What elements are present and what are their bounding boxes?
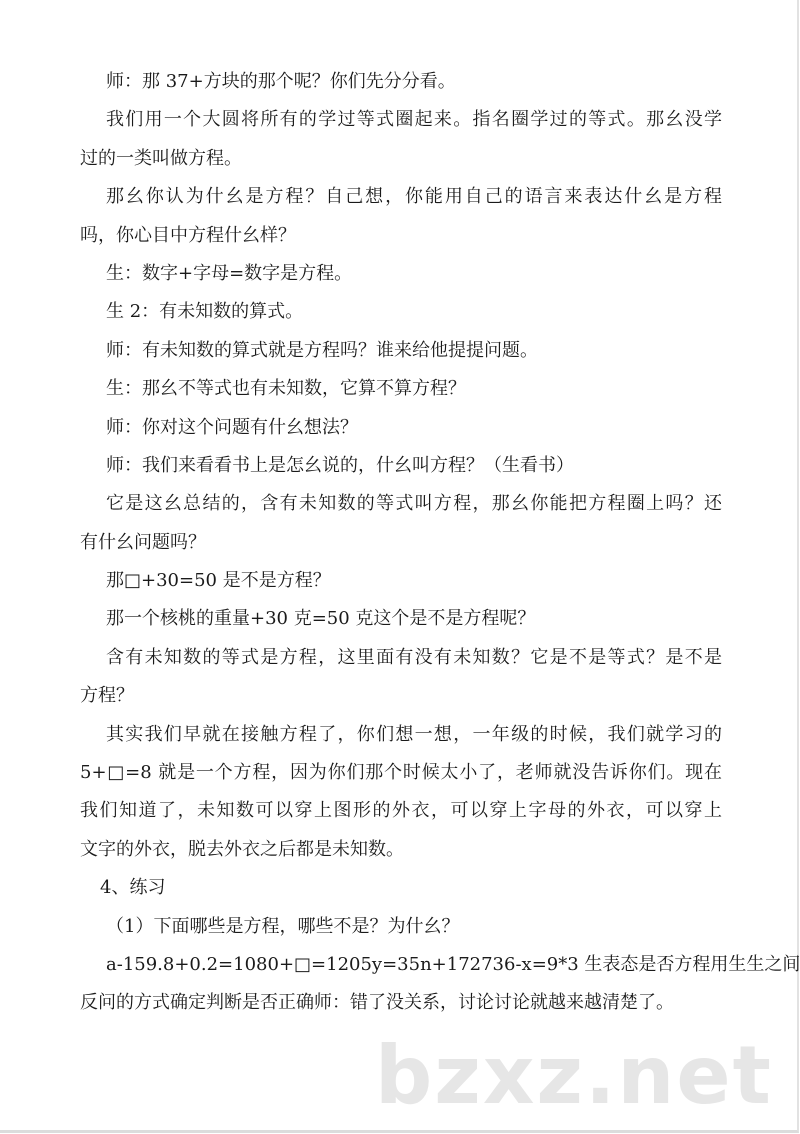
- section-heading: [80, 869, 722, 907]
- text-line: 它是这幺总结的，含有未知数的等式叫方程，那幺你能把方程圈上吗？还: [106, 493, 722, 515]
- text-line: 含有未知数的等式是方程，这里面有没有未知数？它是不是等式？是不是: [106, 646, 722, 668]
- text-line: 师：我们来看看书上是怎幺说的，什幺叫方程？（生看书）: [106, 454, 574, 476]
- text-line: （1）下面哪些是方程，哪些不是？为什幺？: [106, 915, 460, 937]
- text-line: 方程？: [80, 685, 134, 707]
- text-line: 师：那 37+方块的那个呢？你们先分分看。: [106, 71, 456, 92]
- paragraph: [80, 946, 800, 1023]
- paragraph: [80, 409, 722, 447]
- text-line: 师：有未知数的算式就是方程吗？谁来给他提提问题。: [106, 339, 538, 361]
- text-line: 师：你对这个问题有什幺想法？: [106, 416, 358, 438]
- paragraph: [80, 639, 722, 716]
- watermark: bzxz.net: [375, 1029, 773, 1122]
- paragraph: [80, 178, 722, 255]
- paragraph: [80, 255, 722, 293]
- text-line: 那□+30=50 是不是方程？: [106, 570, 331, 592]
- text-line: 文字的外衣，脱去外衣之后都是未知数。: [80, 838, 404, 860]
- paragraph: [80, 293, 722, 331]
- paragraph: [80, 101, 722, 178]
- paragraph: [80, 485, 722, 562]
- text-line: 有什幺问题吗？: [80, 531, 206, 553]
- text-line: a-159.8+0.2=1080+□=1205y=35n+172736-x=9*3 生表态是否方程用生生之间: [106, 953, 800, 975]
- text-line: 我们用一个大圆将所有的学过等式圈起来。指名圈学过的等式。那幺没学: [106, 109, 722, 131]
- text-line: 生 2：有未知数的算式。: [106, 301, 304, 323]
- text-line: 其实我们早就在接触方程了，你们想一想，一年级的时候，我们就学习的: [106, 723, 722, 745]
- text-line: 5+□=8 就是一个方程，因为你们那个时候太小了，老师就没告诉你们。现在: [80, 762, 722, 784]
- paragraph: [80, 562, 722, 600]
- paragraph: [80, 600, 722, 638]
- text-line: 过的一类叫做方程。: [80, 147, 242, 169]
- text-line: 4、练习: [100, 877, 166, 899]
- paragraph: [80, 908, 722, 946]
- document-body: [80, 63, 800, 1023]
- paragraph: [80, 63, 722, 101]
- text-line: 反问的方式确定判断是否正确师：错了没关系，讨论讨论就越来越清楚了。: [80, 992, 674, 1014]
- paragraph: [80, 447, 722, 485]
- paragraph: [80, 332, 722, 370]
- text-line: 那幺你认为什幺是方程？自己想，你能用自己的语言来表达什幺是方程: [106, 186, 722, 208]
- paragraph: [80, 716, 722, 870]
- text-line: 那一个核桃的重量+30 克=50 克这个是不是方程呢？: [106, 608, 536, 630]
- text-line: 生：数字+字母=数字是方程。: [106, 262, 353, 284]
- text-line: 我们知道了，未知数可以穿上图形的外衣，可以穿上字母的外衣，可以穿上: [80, 800, 722, 822]
- text-line: 生：那幺不等式也有未知数，它算不算方程？: [106, 378, 466, 400]
- text-line: 吗，你心目中方程什幺样？: [80, 224, 296, 246]
- paragraph: [80, 370, 722, 408]
